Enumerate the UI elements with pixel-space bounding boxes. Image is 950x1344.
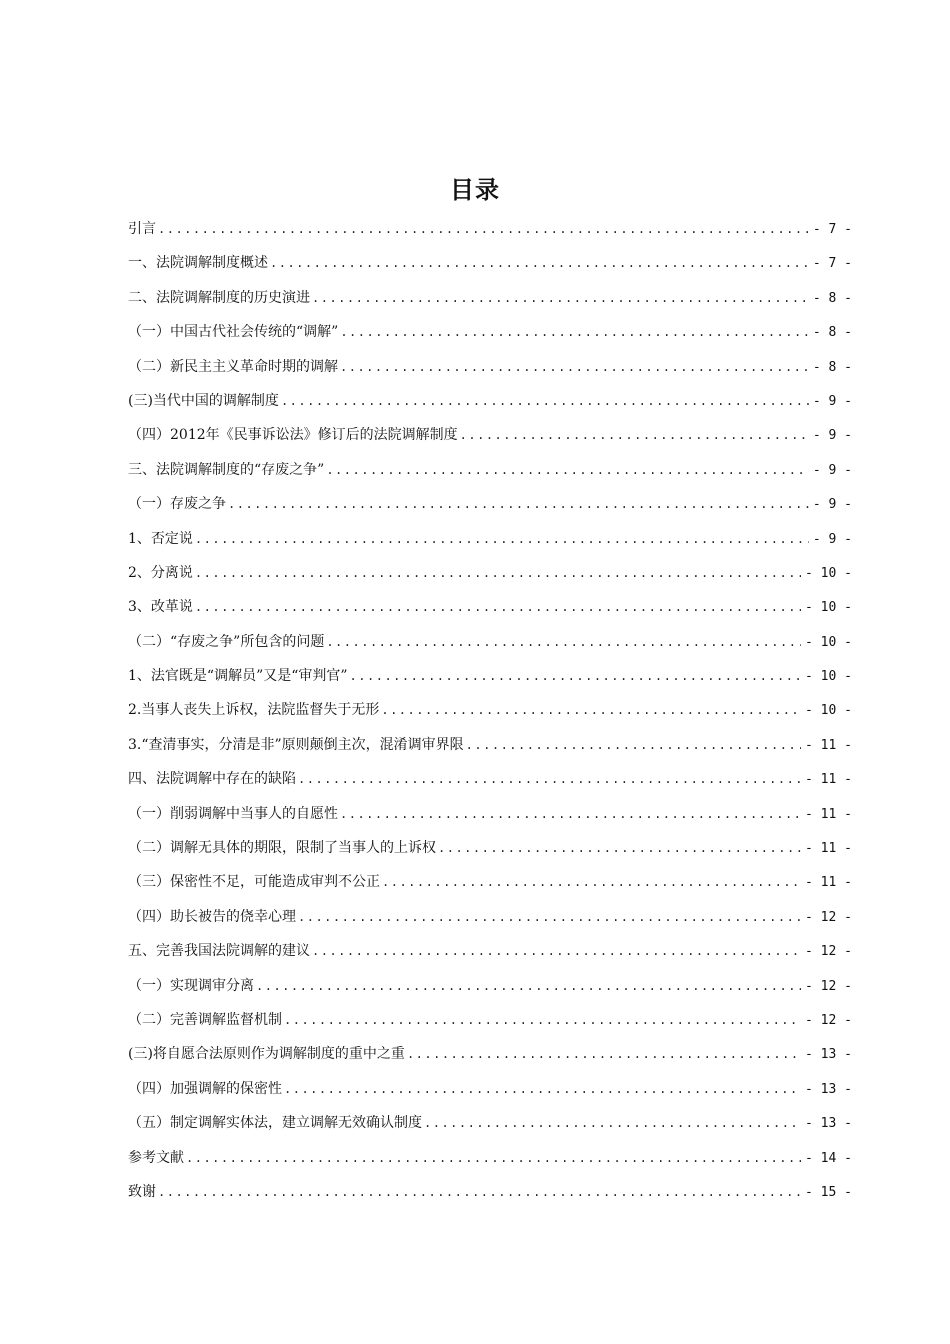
toc-entry-page: - 12 -	[805, 909, 852, 925]
toc-dot-leader	[424, 1116, 801, 1130]
toc-dot-leader	[195, 600, 801, 614]
toc-entry-label: （二）调解无具体的期限，限制了当事人的上诉权	[128, 840, 436, 857]
toc-entry-page: - 9 -	[812, 393, 852, 409]
toc-entry-page: - 13 -	[805, 1081, 852, 1097]
toc-entry	[128, 1181, 852, 1215]
toc-entry	[128, 252, 852, 286]
toc-entry	[128, 803, 852, 837]
toc-entry	[128, 1009, 852, 1043]
toc-entry-page: - 13 -	[805, 1047, 852, 1063]
toc-entry	[128, 734, 852, 768]
toc-entry-label: 3.“查清事实，分清是非”原则颠倒主次，混淆调审界限	[128, 736, 464, 753]
toc-entry	[128, 1147, 852, 1181]
toc-dot-leader	[350, 669, 801, 683]
toc-entry-label: 参考文献	[128, 1149, 184, 1166]
toc-entry-page: - 9 -	[812, 497, 852, 513]
toc-entry-page: - 14 -	[805, 1150, 852, 1166]
toc-entry-page: - 10 -	[805, 565, 852, 581]
toc-entry-label: 1、否定说	[128, 530, 193, 547]
toc-entry-page: - 13 -	[805, 1116, 852, 1132]
toc-entry-label: （二）完善调解监督机制	[128, 1011, 282, 1028]
toc-dot-leader	[158, 222, 809, 236]
toc-entry-label: 二、法院调解制度的历史演进	[128, 289, 310, 306]
toc-entry	[128, 906, 852, 940]
toc-entry	[128, 562, 852, 596]
toc-entry-page: - 9 -	[812, 428, 852, 444]
toc-entry-label: (三)将自愿合法原则作为调解制度的重中之重	[128, 1046, 405, 1063]
toc-dot-leader	[298, 772, 801, 786]
toc-entry-page: - 10 -	[805, 703, 852, 719]
toc-entry-label: （五）制定调解实体法，建立调解无效确认制度	[128, 1115, 422, 1132]
toc-entry	[128, 596, 852, 630]
toc-entry-page: - 8 -	[812, 290, 852, 306]
toc-entry-page: - 8 -	[812, 325, 852, 341]
toc-entry-label: （三）保密性不足，可能造成审判不公正	[128, 874, 380, 891]
toc-entry-label: 三、法院调解制度的“存废之争”	[128, 461, 325, 478]
toc-entry	[128, 837, 852, 871]
toc-entry-label: 2.当事人丧失上诉权，法院监督失于无形	[128, 702, 380, 719]
toc-dot-leader	[195, 566, 801, 580]
toc-entry	[128, 1112, 852, 1146]
toc-entry-label: （四）2012年《民事诉讼法》修订后的法院调解制度	[128, 427, 458, 444]
toc-entry-page: - 10 -	[805, 600, 852, 616]
toc-dot-leader	[284, 1082, 801, 1096]
toc-dot-leader	[466, 738, 801, 752]
toc-entry	[128, 631, 852, 665]
toc-entry	[128, 287, 852, 321]
toc-entry-label: (三)当代中国的调解制度	[128, 392, 279, 409]
toc-entry-page: - 11 -	[805, 875, 852, 891]
toc-entry-page: - 11 -	[805, 737, 852, 753]
toc-dot-leader	[298, 910, 801, 924]
toc-dot-leader	[186, 1151, 801, 1165]
toc-dot-leader	[195, 532, 809, 546]
toc-dot-leader	[340, 360, 809, 374]
toc-entry-page: - 12 -	[805, 944, 852, 960]
toc-dot-leader	[270, 256, 809, 270]
toc-entry-page: - 8 -	[812, 359, 852, 375]
toc-entry	[128, 975, 852, 1009]
toc-entry	[128, 390, 852, 424]
toc-entry-label: 五、完善我国法院调解的建议	[128, 943, 310, 960]
toc-dot-leader	[382, 875, 801, 889]
toc-entry-label: 1、法官既是“调解员”又是“审判官”	[128, 668, 348, 685]
toc-entry	[128, 424, 852, 458]
toc-dot-leader	[460, 428, 809, 442]
toc-entry-label: 致谢	[128, 1183, 156, 1200]
toc-dot-leader	[158, 1185, 801, 1199]
toc-dot-leader	[438, 841, 801, 855]
toc-entry-page: - 15 -	[805, 1184, 852, 1200]
toc-dot-leader	[326, 463, 809, 477]
toc-entry	[128, 699, 852, 733]
toc-dot-leader	[326, 635, 801, 649]
toc-entry	[128, 871, 852, 905]
toc-entry	[128, 768, 852, 802]
toc-dot-leader	[407, 1047, 801, 1061]
toc-dot-leader	[312, 944, 801, 958]
toc-dot-leader	[340, 807, 801, 821]
toc-entry-label: 四、法院调解中存在的缺陷	[128, 771, 296, 788]
toc-entry	[128, 321, 852, 355]
toc-entry-label: （一）实现调审分离	[128, 977, 254, 994]
toc-entry-label: 2、分离说	[128, 564, 193, 581]
toc-dot-leader	[281, 394, 809, 408]
toc-entry-label: 一、法院调解制度概述	[128, 255, 268, 272]
toc-entry	[128, 493, 852, 527]
toc-entry-page: - 10 -	[805, 669, 852, 685]
toc-entry-page: - 11 -	[805, 806, 852, 822]
toc-entry	[128, 218, 852, 252]
toc-entry-label: （一）中国古代社会传统的“调解”	[128, 324, 339, 341]
toc-entry-page: - 9 -	[812, 462, 852, 478]
toc-entry-page: - 9 -	[812, 531, 852, 547]
toc-dot-leader	[381, 703, 801, 717]
toc-entry-page: - 12 -	[805, 978, 852, 994]
toc-entry	[128, 459, 852, 493]
toc-entry-label: 引言	[128, 221, 156, 237]
toc-entry	[128, 356, 852, 390]
toc-entry-label: （一）存废之争	[128, 496, 226, 513]
toc-entry	[128, 1078, 852, 1112]
toc-entry-label: （一）削弱调解中当事人的自愿性	[128, 805, 338, 822]
toc-entry-label: （四）助长被告的侥幸心理	[128, 908, 296, 925]
toc-entry	[128, 528, 852, 562]
toc-entry	[128, 940, 852, 974]
toc-entry-label: 3、改革说	[128, 599, 193, 616]
toc-entry-label: （四）加强调解的保密性	[128, 1080, 282, 1097]
toc-dot-leader	[340, 325, 809, 339]
toc-entry-page: - 7 -	[812, 256, 852, 272]
toc-entry-label: （二）新民主主义革命时期的调解	[128, 358, 338, 375]
toc-entry-label: （二）“存废之争”所包含的问题	[128, 633, 325, 650]
toc-dot-leader	[256, 979, 801, 993]
toc-entry	[128, 665, 852, 699]
toc-dot-leader	[228, 497, 809, 511]
toc-list	[128, 218, 852, 1215]
toc-entry-page: - 11 -	[805, 841, 852, 857]
toc-entry	[128, 1043, 852, 1077]
toc-title: 目录	[450, 175, 500, 204]
toc-entry-page: - 12 -	[805, 1012, 852, 1028]
toc-entry-page: - 10 -	[805, 634, 852, 650]
toc-entry-page: - 7 -	[812, 222, 852, 237]
toc-entry-page: - 11 -	[805, 772, 852, 788]
toc-dot-leader	[312, 291, 809, 305]
toc-dot-leader	[284, 1013, 801, 1027]
